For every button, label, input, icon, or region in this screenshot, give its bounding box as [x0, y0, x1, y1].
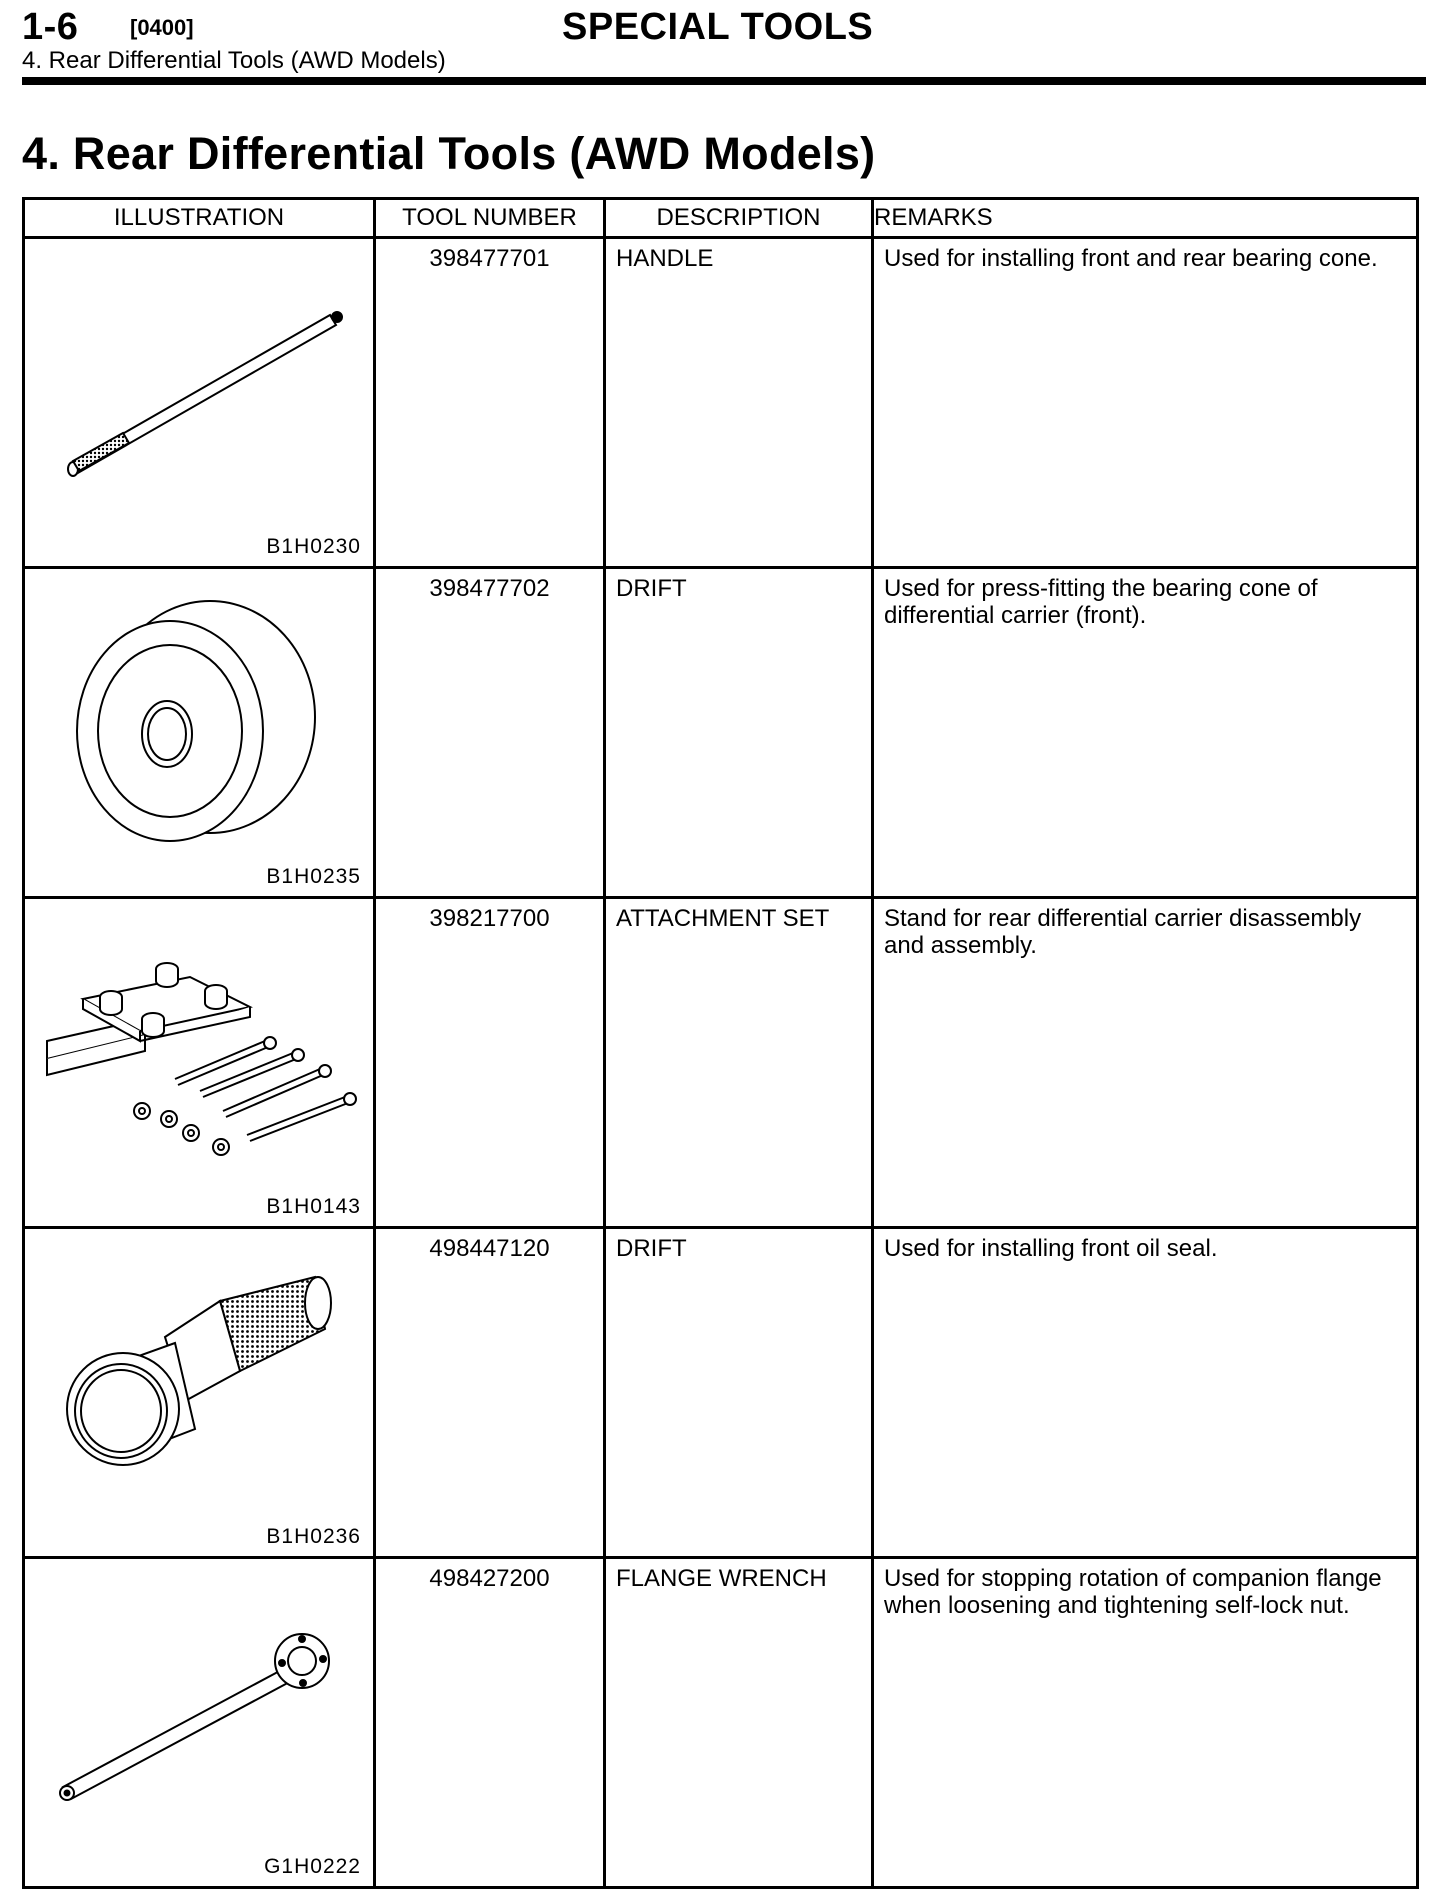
tool-remarks: Used for installing front oil seal. — [873, 1228, 1418, 1558]
handle-tool-icon — [25, 239, 376, 559]
column-header-description: DESCRIPTION — [605, 199, 873, 238]
drift-disc-tool-icon — [25, 569, 376, 889]
tool-description: DRIFT — [605, 1228, 873, 1558]
tool-number: 498447120 — [375, 1228, 605, 1558]
page-header-title: SPECIAL TOOLS — [562, 6, 874, 48]
tool-number: 398217700 — [375, 898, 605, 1228]
page-number: 1-6 — [22, 6, 79, 48]
illustration-cell — [24, 1228, 375, 1558]
tool-description: HANDLE — [605, 238, 873, 568]
illustration-cell — [24, 568, 375, 898]
table-header-row — [24, 199, 1418, 238]
tool-number: 398477702 — [375, 568, 605, 898]
table-row — [24, 898, 1418, 1228]
tool-remarks: Used for installing front and rear bearing cone. — [873, 238, 1418, 568]
figure-code: B1H0143 — [266, 1195, 361, 1218]
tool-description: FLANGE WRENCH — [605, 1558, 873, 1888]
section-title: 4. Rear Differential Tools (AWD Models) — [22, 128, 876, 179]
tool-number: 398477701 — [375, 238, 605, 568]
figure-code: B1H0235 — [266, 865, 361, 888]
attachment-set-tool-icon — [25, 899, 376, 1219]
page-header-subtitle: 4. Rear Differential Tools (AWD Models) — [22, 47, 446, 74]
figure-code: B1H0230 — [266, 535, 361, 558]
figure-code: B1H0236 — [266, 1525, 361, 1548]
section-code: [0400] — [130, 15, 194, 40]
table-row — [24, 1228, 1418, 1558]
special-tools-table — [22, 197, 1419, 1889]
tool-description: ATTACHMENT SET — [605, 898, 873, 1228]
header-rule — [22, 77, 1426, 85]
table-row — [24, 238, 1418, 568]
column-header-remarks: REMARKS — [873, 199, 1418, 238]
illustration-cell — [24, 1558, 375, 1888]
flange-wrench-tool-icon — [25, 1559, 376, 1879]
tool-remarks: Used for stopping rotation of companion flange when loosening and tightening self-lock nut. — [873, 1558, 1418, 1888]
table-row — [24, 568, 1418, 898]
tool-remarks: Stand for rear differential carrier disassembly and assembly. — [873, 898, 1418, 1228]
illustration-cell — [24, 238, 375, 568]
figure-code: G1H0222 — [264, 1855, 361, 1878]
column-header-tool-number: TOOL NUMBER — [375, 199, 605, 238]
tool-remarks: Used for press-fitting the bearing cone of differential carrier (front). — [873, 568, 1418, 898]
column-header-illustration: ILLUSTRATION — [24, 199, 375, 238]
illustration-cell — [24, 898, 375, 1228]
drift-seal-tool-icon — [25, 1229, 376, 1549]
table-row — [24, 1558, 1418, 1888]
tool-number: 498427200 — [375, 1558, 605, 1888]
tool-description: DRIFT — [605, 568, 873, 898]
